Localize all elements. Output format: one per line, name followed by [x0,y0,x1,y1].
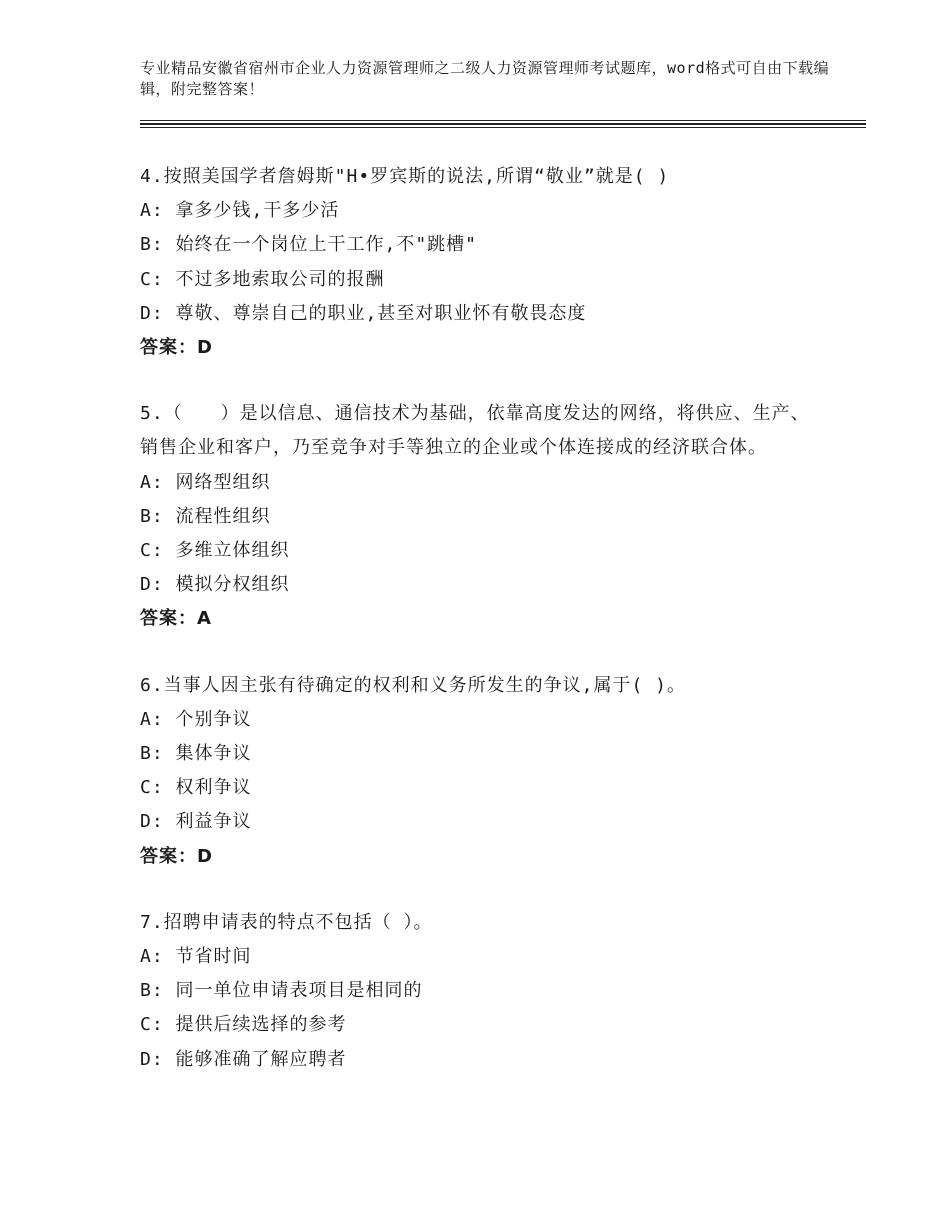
option-a: A: 个别争议 [140,708,252,730]
answer-value: D [197,845,213,867]
header-rule-bottom [140,127,866,128]
answer-value: A [197,608,212,630]
option-b: B: 集体争议 [140,743,252,765]
answer-value: D [197,337,213,359]
option-d: D: 模拟分权组织 [140,574,290,596]
option-d: D: 能够准确了解应聘者 [140,1048,347,1070]
option-b: B: 同一单位申请表项目是相同的 [140,980,423,1002]
question-stem: 4.按照美国学者詹姆斯"H•罗宾斯的说法,所谓“敬业”就是( ) [140,166,670,187]
header-rule-top [140,120,866,121]
option-d: D: 利益争议 [140,811,252,833]
question-stem: 5.（ ）是以信息、通信技术为基础，依靠高度发达的网络，将供应、生产、销售企业和客户，乃至竞争对手等独立的企业或个体连接成的经济联合体。 [140,403,810,459]
option-b: B: 流程性组织 [140,505,271,527]
option-b: B: 始终在一个岗位上干工作,不"跳槽" [140,234,478,256]
option-d: D: 尊敬、尊崇自己的职业,甚至对职业怀有敬畏态度 [140,302,587,324]
question-stem: 7.招聘申请表的特点不包括（ ）。 [140,911,433,933]
question-stem: 6.当事人因主张有待确定的权利和义务所发生的争议,属于( )。 [140,674,687,696]
option-c: C: 提供后续选择的参考 [140,1014,347,1036]
option-a: A: 拿多少钱,干多少活 [140,200,340,222]
question-6 [140,669,820,874]
answer-label: 答案： [140,845,197,867]
answer-label: 答案： [140,337,197,359]
header-rule-middle [140,123,866,125]
answer-line [140,331,820,365]
document-header: 专业精品安徽省宿州市企业人力资源管理师之二级人力资源管理师考试题库，word格式可自由下载编辑，附完整答案！ [140,59,830,98]
question-list [140,160,820,1109]
option-c: C: 权利争议 [140,777,252,799]
option-c: C: 不过多地索取公司的报酬 [140,268,385,290]
option-a: A: 网络型组织 [140,471,271,493]
answer-line [140,602,820,636]
answer-label: 答案： [140,608,197,630]
question-4 [140,160,820,365]
option-c: C: 多维立体组织 [140,540,290,562]
question-5 [140,397,820,636]
answer-line [140,840,820,874]
question-7 [140,906,820,1077]
option-a: A: 节省时间 [140,946,252,968]
